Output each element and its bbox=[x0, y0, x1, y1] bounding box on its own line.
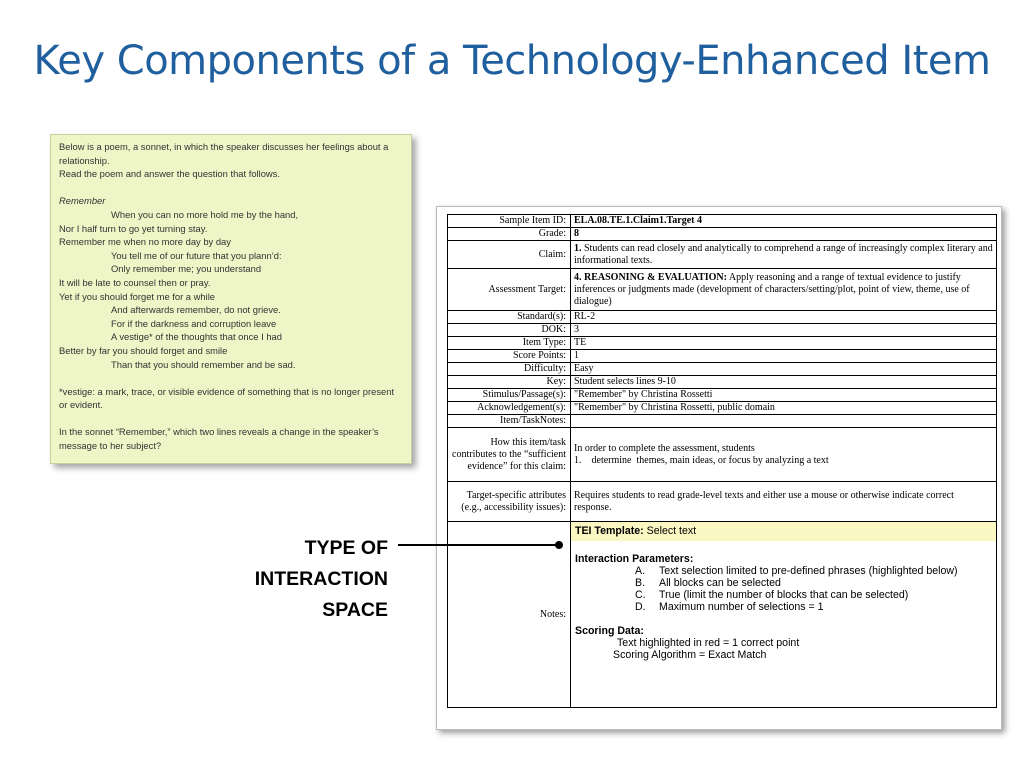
interaction-parameters-heading: Interaction Parameters: bbox=[575, 553, 694, 565]
row-label: Claim: bbox=[448, 241, 571, 269]
callout-connector-line bbox=[398, 544, 558, 546]
notes-label: Notes: bbox=[448, 522, 571, 708]
row-value: "Remember" by Christina Rossetti bbox=[571, 389, 997, 402]
poem-instruction: Read the poem and answer the question that follows. bbox=[59, 168, 280, 180]
poem-intro: Below is a poem, a sonnet, in which the speaker discusses her feelings about a relationship. bbox=[59, 141, 389, 166]
table-row bbox=[448, 415, 997, 428]
poem-line: Better by far you should forget and smile bbox=[59, 344, 228, 356]
row-label: Grade: bbox=[448, 228, 571, 241]
poem-question: In the sonnet “Remember,” which two lines reveals a change in the speaker’s message to her subject? bbox=[59, 426, 379, 452]
table-row bbox=[448, 363, 997, 376]
row-label: Item Type: bbox=[448, 337, 571, 350]
poem-line: Only remember me; you understand bbox=[111, 263, 262, 275]
item-spec-card bbox=[436, 206, 1002, 730]
row-label: Score Points: bbox=[448, 350, 571, 363]
list-item: B. All blocks can be selected bbox=[635, 577, 781, 589]
scoring-line: Text highlighted in red = 1 correct point bbox=[617, 637, 800, 649]
slide-title: Key Components of a Technology-Enhanced Item bbox=[33, 38, 991, 84]
poem-line: Yet if you should forget me for a while bbox=[59, 290, 215, 302]
interaction-parameters-list bbox=[575, 565, 992, 613]
callout-dot bbox=[555, 541, 563, 549]
table-row bbox=[448, 337, 997, 350]
row-label: Target-specific attributes (e.g., accessibility issues): bbox=[448, 482, 571, 522]
table-row bbox=[448, 428, 997, 482]
table-row bbox=[448, 376, 997, 389]
table-row bbox=[448, 269, 997, 311]
row-label: Key: bbox=[448, 376, 571, 389]
row-value: RL-2 bbox=[571, 311, 997, 324]
list-item: C. True (limit the number of blocks that can be selected) bbox=[635, 589, 909, 601]
poem-panel bbox=[50, 134, 412, 464]
poem-line: And afterwards remember, do not grieve. bbox=[111, 304, 281, 316]
scoring-line: Scoring Algorithm = Exact Match bbox=[613, 649, 767, 661]
table-row bbox=[448, 311, 997, 324]
table-row bbox=[448, 522, 997, 708]
row-value: Student selects lines 9-10 bbox=[571, 376, 997, 389]
list-item: A. Text selection limited to pre-defined phrases (highlighted below) bbox=[635, 565, 958, 577]
table-row bbox=[448, 389, 997, 402]
row-label: Item/TaskNotes: bbox=[448, 415, 571, 428]
row-value bbox=[571, 415, 997, 428]
row-value: 4. REASONING & EVALUATION: Apply reasoning and a range of textual evidence to justify inferences or judgments made (development of characters/setting/plot, point of view, theme, use of dialogue) bbox=[571, 269, 997, 311]
table-row bbox=[448, 482, 997, 522]
poem-line: For if the darkness and corruption leave bbox=[111, 317, 277, 329]
poem-line: When you can no more hold me by the hand, bbox=[111, 208, 299, 220]
row-label: Assessment Target: bbox=[448, 269, 571, 311]
interaction-space-callout: TYPE OF INTERACTION SPACE bbox=[254, 537, 388, 621]
row-value: TE bbox=[571, 337, 997, 350]
row-value: "Remember" by Christina Rossetti, public domain bbox=[571, 402, 997, 415]
item-spec-table bbox=[447, 214, 997, 708]
row-label: Difficulty: bbox=[448, 363, 571, 376]
table-row bbox=[448, 241, 997, 269]
row-value: ELA.08.TE.1.Claim1.Target 4 bbox=[571, 215, 997, 228]
tei-template-band: TEI Template: Select text bbox=[571, 522, 996, 541]
poem-line: You tell me of our future that you plann’d: bbox=[111, 249, 282, 261]
table-row bbox=[448, 350, 997, 363]
row-label: Stimulus/Passage(s): bbox=[448, 389, 571, 402]
list-item: D. Maximum number of selections = 1 bbox=[635, 601, 824, 613]
row-label: Standard(s): bbox=[448, 311, 571, 324]
poem-title: Remember bbox=[59, 195, 106, 207]
table-row bbox=[448, 402, 997, 415]
scoring-data-heading: Scoring Data: bbox=[575, 625, 644, 637]
row-value: In order to complete the assessment, students 1. determine themes, main ideas, or focus by analyzing a text bbox=[571, 428, 997, 482]
row-label: Sample Item ID: bbox=[448, 215, 571, 228]
row-value: 1 bbox=[571, 350, 997, 363]
row-value: 8 bbox=[571, 228, 997, 241]
row-label: How this item/task contributes to the “sufficient evidence” for this claim: bbox=[448, 428, 571, 482]
poem-line: It will be late to counsel then or pray. bbox=[59, 276, 211, 288]
poem-line: A vestige* of the thoughts that once I had bbox=[111, 331, 282, 343]
poem-footnote: *vestige: a mark, trace, or visible evidence of something that is no longer present or evident. bbox=[59, 385, 395, 411]
row-value: 3 bbox=[571, 324, 997, 337]
poem-line: Nor I half turn to go yet turning stay. bbox=[59, 222, 208, 234]
row-value: Easy bbox=[571, 363, 997, 376]
poem-line: Than that you should remember and be sad. bbox=[111, 358, 296, 370]
notes-cell bbox=[571, 522, 997, 708]
table-row bbox=[448, 215, 997, 228]
row-value: 1. Students can read closely and analytically to comprehend a range of increasingly complex literary and informational texts. bbox=[571, 241, 997, 269]
poem-line: Remember me when no more day by day bbox=[59, 236, 231, 248]
table-row bbox=[448, 228, 997, 241]
row-value: Requires students to read grade-level texts and either use a mouse or otherwise indicate correct response. bbox=[571, 482, 997, 522]
row-label: Acknowledgement(s): bbox=[448, 402, 571, 415]
poem-lines bbox=[59, 208, 403, 371]
table-row bbox=[448, 324, 997, 337]
row-label: DOK: bbox=[448, 324, 571, 337]
